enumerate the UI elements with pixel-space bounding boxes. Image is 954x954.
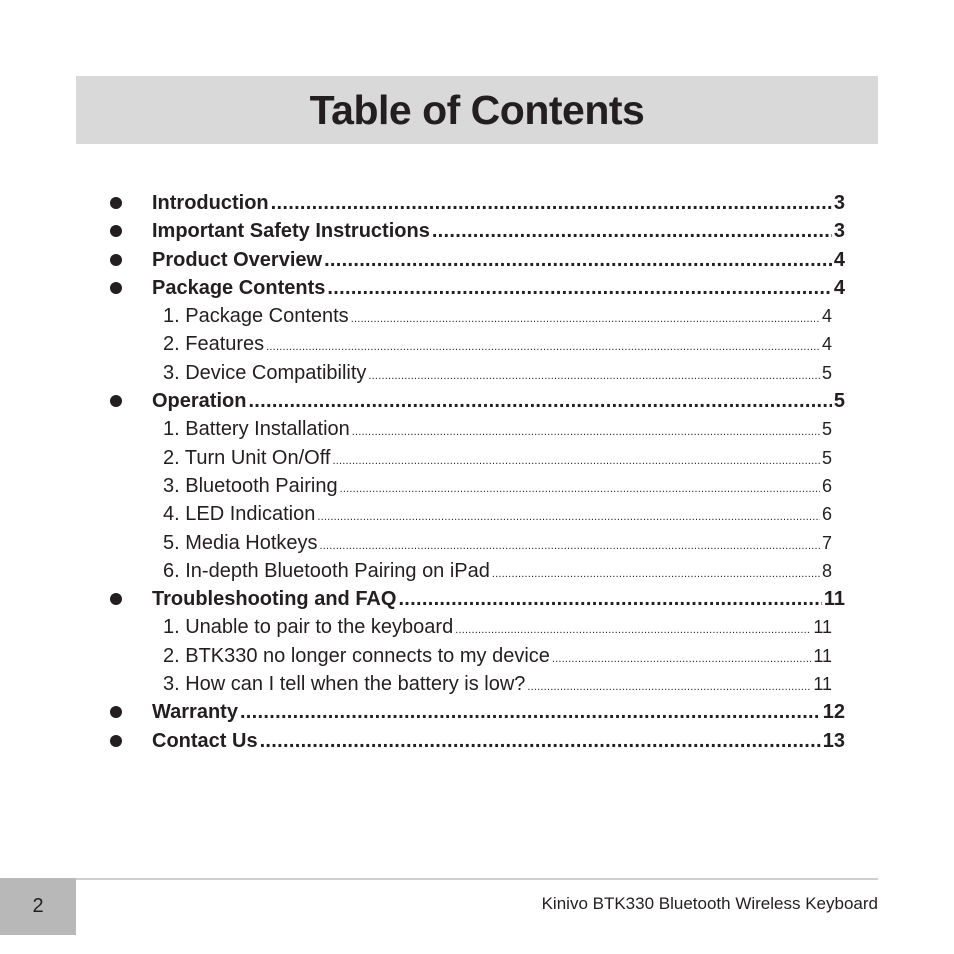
toc-label: Introduction <box>152 192 269 214</box>
toc-entry <box>152 701 845 724</box>
toc-page-number: 5 <box>821 447 832 468</box>
dot-leader <box>240 701 821 724</box>
toc-page-number: 3 <box>833 192 845 214</box>
footer-document-title: Kinivo BTK330 Bluetooth Wireless Keyboard <box>541 894 878 913</box>
toc-label: Troubleshooting and FAQ <box>152 588 397 611</box>
dot-leader <box>398 588 821 611</box>
toc-entry <box>152 249 845 272</box>
toc-page-number: 3 <box>833 220 845 243</box>
toc-subsection[interactable] <box>0 330 954 358</box>
toc-label: 3. How can I tell when the battery is low? <box>163 673 526 696</box>
toc-page-number: 5 <box>833 390 845 413</box>
dot-leader <box>455 624 811 636</box>
toc-entry <box>152 220 845 243</box>
toc-entry <box>163 333 832 356</box>
toc-label: Important Safety Instructions <box>152 220 430 243</box>
bullet-icon <box>110 735 122 747</box>
toc-section[interactable] <box>0 585 954 613</box>
dot-leader <box>266 341 820 353</box>
toc-section[interactable] <box>0 217 954 245</box>
toc-entry <box>163 447 832 470</box>
dot-leader <box>368 370 820 382</box>
toc-entry <box>163 362 832 385</box>
title-banner <box>76 76 878 144</box>
bullet-icon <box>110 225 122 237</box>
toc-entry <box>152 730 845 753</box>
toc-label: Operation <box>152 390 247 413</box>
toc-section[interactable] <box>0 189 954 217</box>
toc-page-number: 11 <box>823 588 845 611</box>
toc-label: 1. Unable to pair to the keyboard <box>163 616 454 639</box>
toc-entry <box>163 532 832 555</box>
toc-label: Package Contents <box>152 276 326 299</box>
toc-page-number: 7 <box>821 532 832 553</box>
dot-leader <box>320 540 820 552</box>
dot-leader <box>327 277 831 300</box>
toc-page-number: 5 <box>821 419 832 440</box>
toc-label: Contact Us <box>152 729 258 752</box>
dot-leader <box>527 681 811 693</box>
toc-page-number: 4 <box>821 334 832 355</box>
page-title: Table of Contents <box>309 86 645 133</box>
dot-leader <box>352 426 820 438</box>
toc-page-number: 11 <box>813 617 832 638</box>
dot-leader <box>351 313 820 325</box>
toc-entry <box>163 616 832 639</box>
toc-subsection[interactable] <box>0 500 954 528</box>
dot-leader <box>271 192 832 215</box>
toc-label: 4. LED Indication <box>163 503 316 526</box>
toc-section[interactable] <box>0 727 954 755</box>
bullet-icon <box>110 395 122 407</box>
footer-divider <box>76 878 878 880</box>
toc-page-number: 4 <box>833 276 845 299</box>
toc-label: 3. Bluetooth Pairing <box>163 474 338 497</box>
toc-page-number: 11 <box>813 645 832 666</box>
dot-leader <box>248 390 831 413</box>
toc-entry <box>152 277 845 300</box>
toc-label: 6. In-depth Bluetooth Pairing on iPad <box>163 559 490 582</box>
toc-section[interactable] <box>0 387 954 415</box>
dot-leader <box>552 653 811 665</box>
dot-leader <box>332 455 820 467</box>
toc-label: Warranty <box>152 701 238 724</box>
page-number-box <box>0 878 76 935</box>
toc-label: 1. Package Contents <box>163 305 349 328</box>
toc-label: 1. Battery Installation <box>163 418 350 441</box>
bullet-icon <box>110 593 122 605</box>
toc-entry <box>163 418 832 441</box>
toc-subsection[interactable] <box>0 529 954 557</box>
toc-page-number: 12 <box>822 701 845 724</box>
toc-label: Product Overview <box>152 248 323 271</box>
toc-entry <box>163 560 832 583</box>
toc-section[interactable] <box>0 246 954 274</box>
dot-leader <box>340 483 820 495</box>
toc-entry <box>163 305 832 328</box>
toc-page-number: 13 <box>822 729 845 752</box>
table-of-contents <box>0 189 954 755</box>
toc-label: 5. Media Hotkeys <box>163 531 318 554</box>
toc-subsection[interactable] <box>0 642 954 670</box>
toc-entry <box>163 673 832 696</box>
toc-page-number: 6 <box>821 475 832 496</box>
bullet-icon <box>110 282 122 294</box>
toc-page-number: 5 <box>821 362 832 383</box>
toc-label: 3. Device Compatibility <box>163 361 367 384</box>
toc-entry <box>163 645 832 668</box>
toc-subsection[interactable] <box>0 670 954 698</box>
toc-entry <box>152 390 845 413</box>
toc-subsection[interactable] <box>0 359 954 387</box>
toc-page-number: 6 <box>821 504 832 525</box>
toc-subsection[interactable] <box>0 415 954 443</box>
dot-leader <box>324 249 832 272</box>
toc-subsection[interactable] <box>0 444 954 472</box>
toc-entry <box>163 503 832 526</box>
dot-leader <box>260 730 821 753</box>
toc-section[interactable] <box>0 698 954 726</box>
toc-page-number: 11 <box>813 674 832 695</box>
dot-leader <box>317 511 820 523</box>
toc-entry <box>152 192 845 215</box>
toc-subsection[interactable] <box>0 613 954 641</box>
toc-subsection[interactable] <box>0 472 954 500</box>
bullet-icon <box>110 706 122 718</box>
toc-entry <box>152 588 845 611</box>
toc-label: 2. BTK330 no longer connects to my device <box>163 644 550 667</box>
toc-label: 2. Turn Unit On/Off <box>163 446 331 469</box>
toc-section[interactable] <box>0 274 954 302</box>
bullet-icon <box>110 197 122 209</box>
toc-page-number: 8 <box>821 560 832 581</box>
dot-leader <box>492 568 820 580</box>
toc-label: 2. Features <box>163 333 265 356</box>
toc-page-number: 4 <box>833 248 845 271</box>
bullet-icon <box>110 254 122 266</box>
toc-subsection[interactable] <box>0 557 954 585</box>
toc-subsection[interactable] <box>0 302 954 330</box>
dot-leader <box>432 220 832 243</box>
toc-entry <box>163 475 832 498</box>
toc-page-number: 4 <box>821 306 832 327</box>
page-number: 2 <box>32 895 44 917</box>
